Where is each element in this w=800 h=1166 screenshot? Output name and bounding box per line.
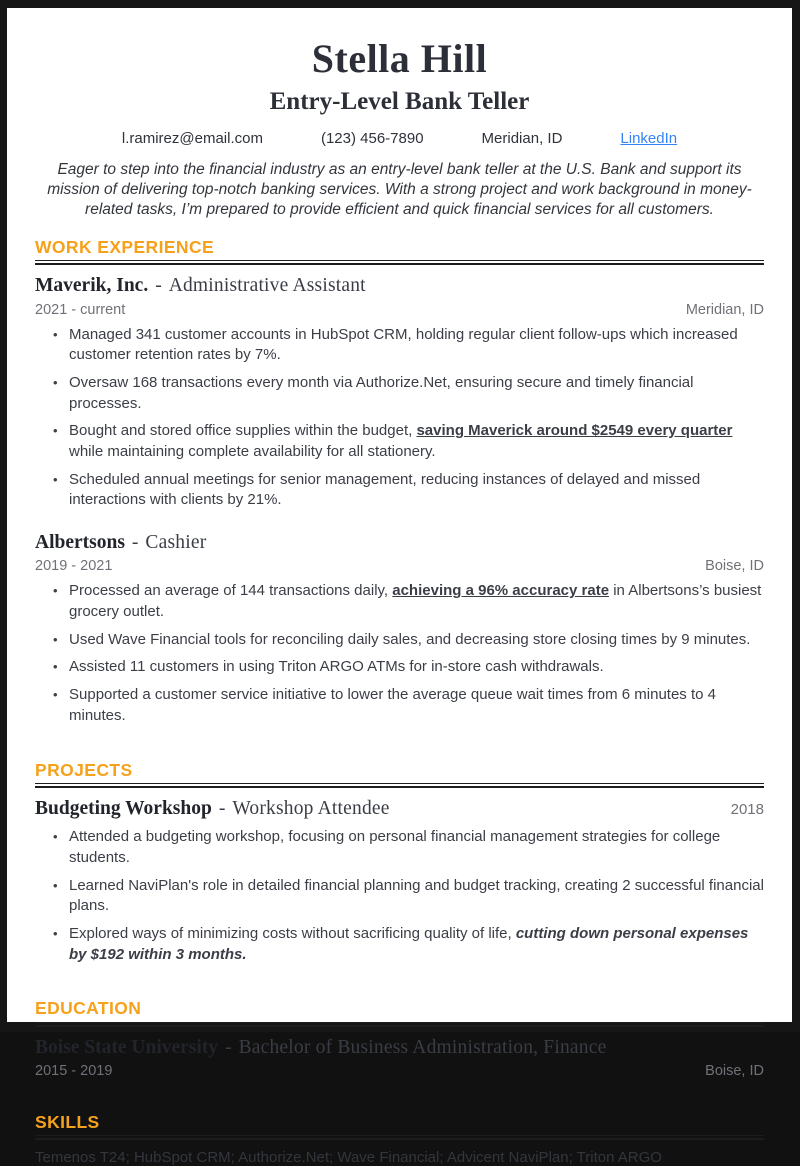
job-title: Entry-Level Bank Teller [269,88,530,115]
bullet-segment: Bought and stored office supplies within the budget, [69,422,417,440]
entry-role: Workshop Attendee [232,797,390,819]
entry-location: Boise, ID [705,558,764,575]
bullet-segment: achieving a 96% accuracy rate [392,582,610,600]
bullet-marker: • [53,925,58,941]
entry-title-row [35,797,764,820]
entry-dates: 2015 - 2019 [35,1062,113,1079]
bullet-segment: in Albertsons’s busiest grocery outlet. [69,582,762,621]
entry-title-row [35,274,764,297]
bullet-text [69,876,764,917]
entry-title-row [35,531,764,554]
resume-sections [35,238,764,1166]
bullet-text [69,657,764,678]
bullet-item [53,373,764,414]
bullet-item [53,924,764,965]
bullet-segment: cutting down personal expenses by $192 within 3 months. [69,924,749,963]
bullet-segment: Oversaw 168 transactions every month via Authorize.Net, ensuring secure and timely financial processes. [69,373,694,412]
section-title: PROJECTS [35,759,133,780]
bullet-marker: • [53,659,58,675]
entry [35,797,764,966]
entry-location: Boise, ID [705,1062,764,1079]
bullet-segment: Attended a budgeting workshop, focusing on personal financial management strategies for college students. [69,828,721,866]
bullet-marker: • [53,687,58,703]
section-divider [35,783,764,788]
entry-meta-row [35,1063,764,1079]
section-work-experience [35,238,764,727]
section-title: WORK EXPERIENCE [35,236,215,257]
entry-org: Albertsons [35,532,125,553]
bullet-segment: Supported a customer service initiative to lower the average queue wait times from 6 minutes to 4 minutes. [69,686,716,724]
bullet-item [53,421,764,462]
entry-dates: 2021 - current [35,301,126,318]
bullet-marker: • [53,631,58,647]
bullet-segment: Used Wave Financial tools for reconciling daily sales, and decreasing store closing times by 9 minutes. [69,630,751,648]
candidate-name: Stella Hill [311,36,488,81]
section-title: EDUCATION [35,998,142,1019]
bullet-item [53,470,764,511]
bullet-segment: Explored ways of minimizing costs without sacrificing quality of life, [69,924,516,942]
bullet-text [69,325,764,366]
bullet-list [35,325,764,512]
linkedin-link[interactable]: LinkedIn [620,129,678,147]
entry-role: Bachelor of Business Administration, Finance [238,1036,607,1058]
bullet-segment: while maintaining complete availability for all stationery. [69,442,436,460]
bullet-marker: • [53,829,58,845]
section-projects [35,761,764,966]
bullet-marker: • [53,374,58,390]
entry-org: Budgeting Workshop [35,797,212,819]
bullet-segment: Processed an average of 144 transactions daily, [69,582,393,600]
section-divider [35,260,764,265]
bullet-marker: • [53,877,58,893]
contact-email: l.ramirez@email.com [121,129,263,147]
entry-meta-row [35,302,764,318]
entry-location: Meridian, ID [685,301,764,318]
bullet-item [53,630,764,651]
contact-location: Meridian, ID [481,129,563,147]
bullet-list [35,827,764,965]
section-title: SKILLS [35,1111,100,1132]
bullet-marker: • [53,583,58,599]
bullet-segment: Learned NaviPlan's role in detailed financial planning and budget tracking, creating 2 successful financial plans. [69,876,764,915]
bullet-item [53,827,764,868]
entry-separator: - [131,532,139,553]
bullet-marker: • [53,471,58,487]
bullet-text [69,827,764,868]
bullet-segment: Assisted 11 customers in using Triton ARGO ATMs for in-store cash withdrawals. [69,658,604,676]
bullet-item [53,685,764,726]
bullet-text [69,373,764,414]
summary-text: Eager to step into the financial industry as an entry-level bank teller at the U.S. Bank and support its mission of delivering top-notch banking services. With a strong project and work background in money-related tasks, I’m prepared to provide efficient and quick financial services for all customers. [47,160,752,219]
entry [35,531,764,727]
entry-role: Administrative Assistant [168,275,366,297]
bullet-text [69,421,764,462]
entry-role: Cashier [145,532,207,553]
bullet-item [53,325,764,366]
section-education [35,999,764,1079]
entry-date: 2018 [730,800,764,818]
bullet-item [53,581,764,622]
resume-content [7,8,792,1166]
bullet-text [69,630,764,651]
entry-org: Boise State University [35,1036,219,1058]
contact-row [35,130,764,147]
bullet-text [69,685,764,726]
bullet-item [53,876,764,917]
entry-dates: 2019 - 2021 [35,558,113,575]
entry-title-row [35,1036,764,1059]
entry [35,274,764,511]
entry-org: Maverik, Inc. [35,275,149,297]
bullet-text [69,470,764,511]
bullet-list [35,581,764,726]
bullet-item [53,657,764,678]
bullet-segment: Managed 341 customer accounts in HubSpot CRM, holding regular client follow-ups which increased customer retention rates by 7%. [69,325,738,364]
section-divider [35,1022,764,1027]
skills-text: Temenos T24; HubSpot CRM; Authorize.Net; Wave Financial; Advicent NaviPlan; Triton ARGO [35,1149,662,1166]
entry-separator: - [225,1036,232,1058]
contact-phone: (123) 456-7890 [320,129,424,147]
bullet-segment: Scheduled annual meetings for senior management, reducing instances of delayed and missed interactions with clients by 21%. [69,470,701,509]
section-skills [35,1113,764,1166]
entry-separator: - [155,275,162,297]
bullet-segment: saving Maverick around $2549 every quarter [416,422,733,440]
bullet-text [69,924,764,965]
bullet-marker: • [53,326,58,342]
section-divider [35,1135,764,1140]
entry-separator: - [218,797,226,819]
entry-meta-row [35,558,764,574]
bullet-text [69,581,764,622]
bullet-marker: • [53,423,58,439]
entry [35,1036,764,1079]
